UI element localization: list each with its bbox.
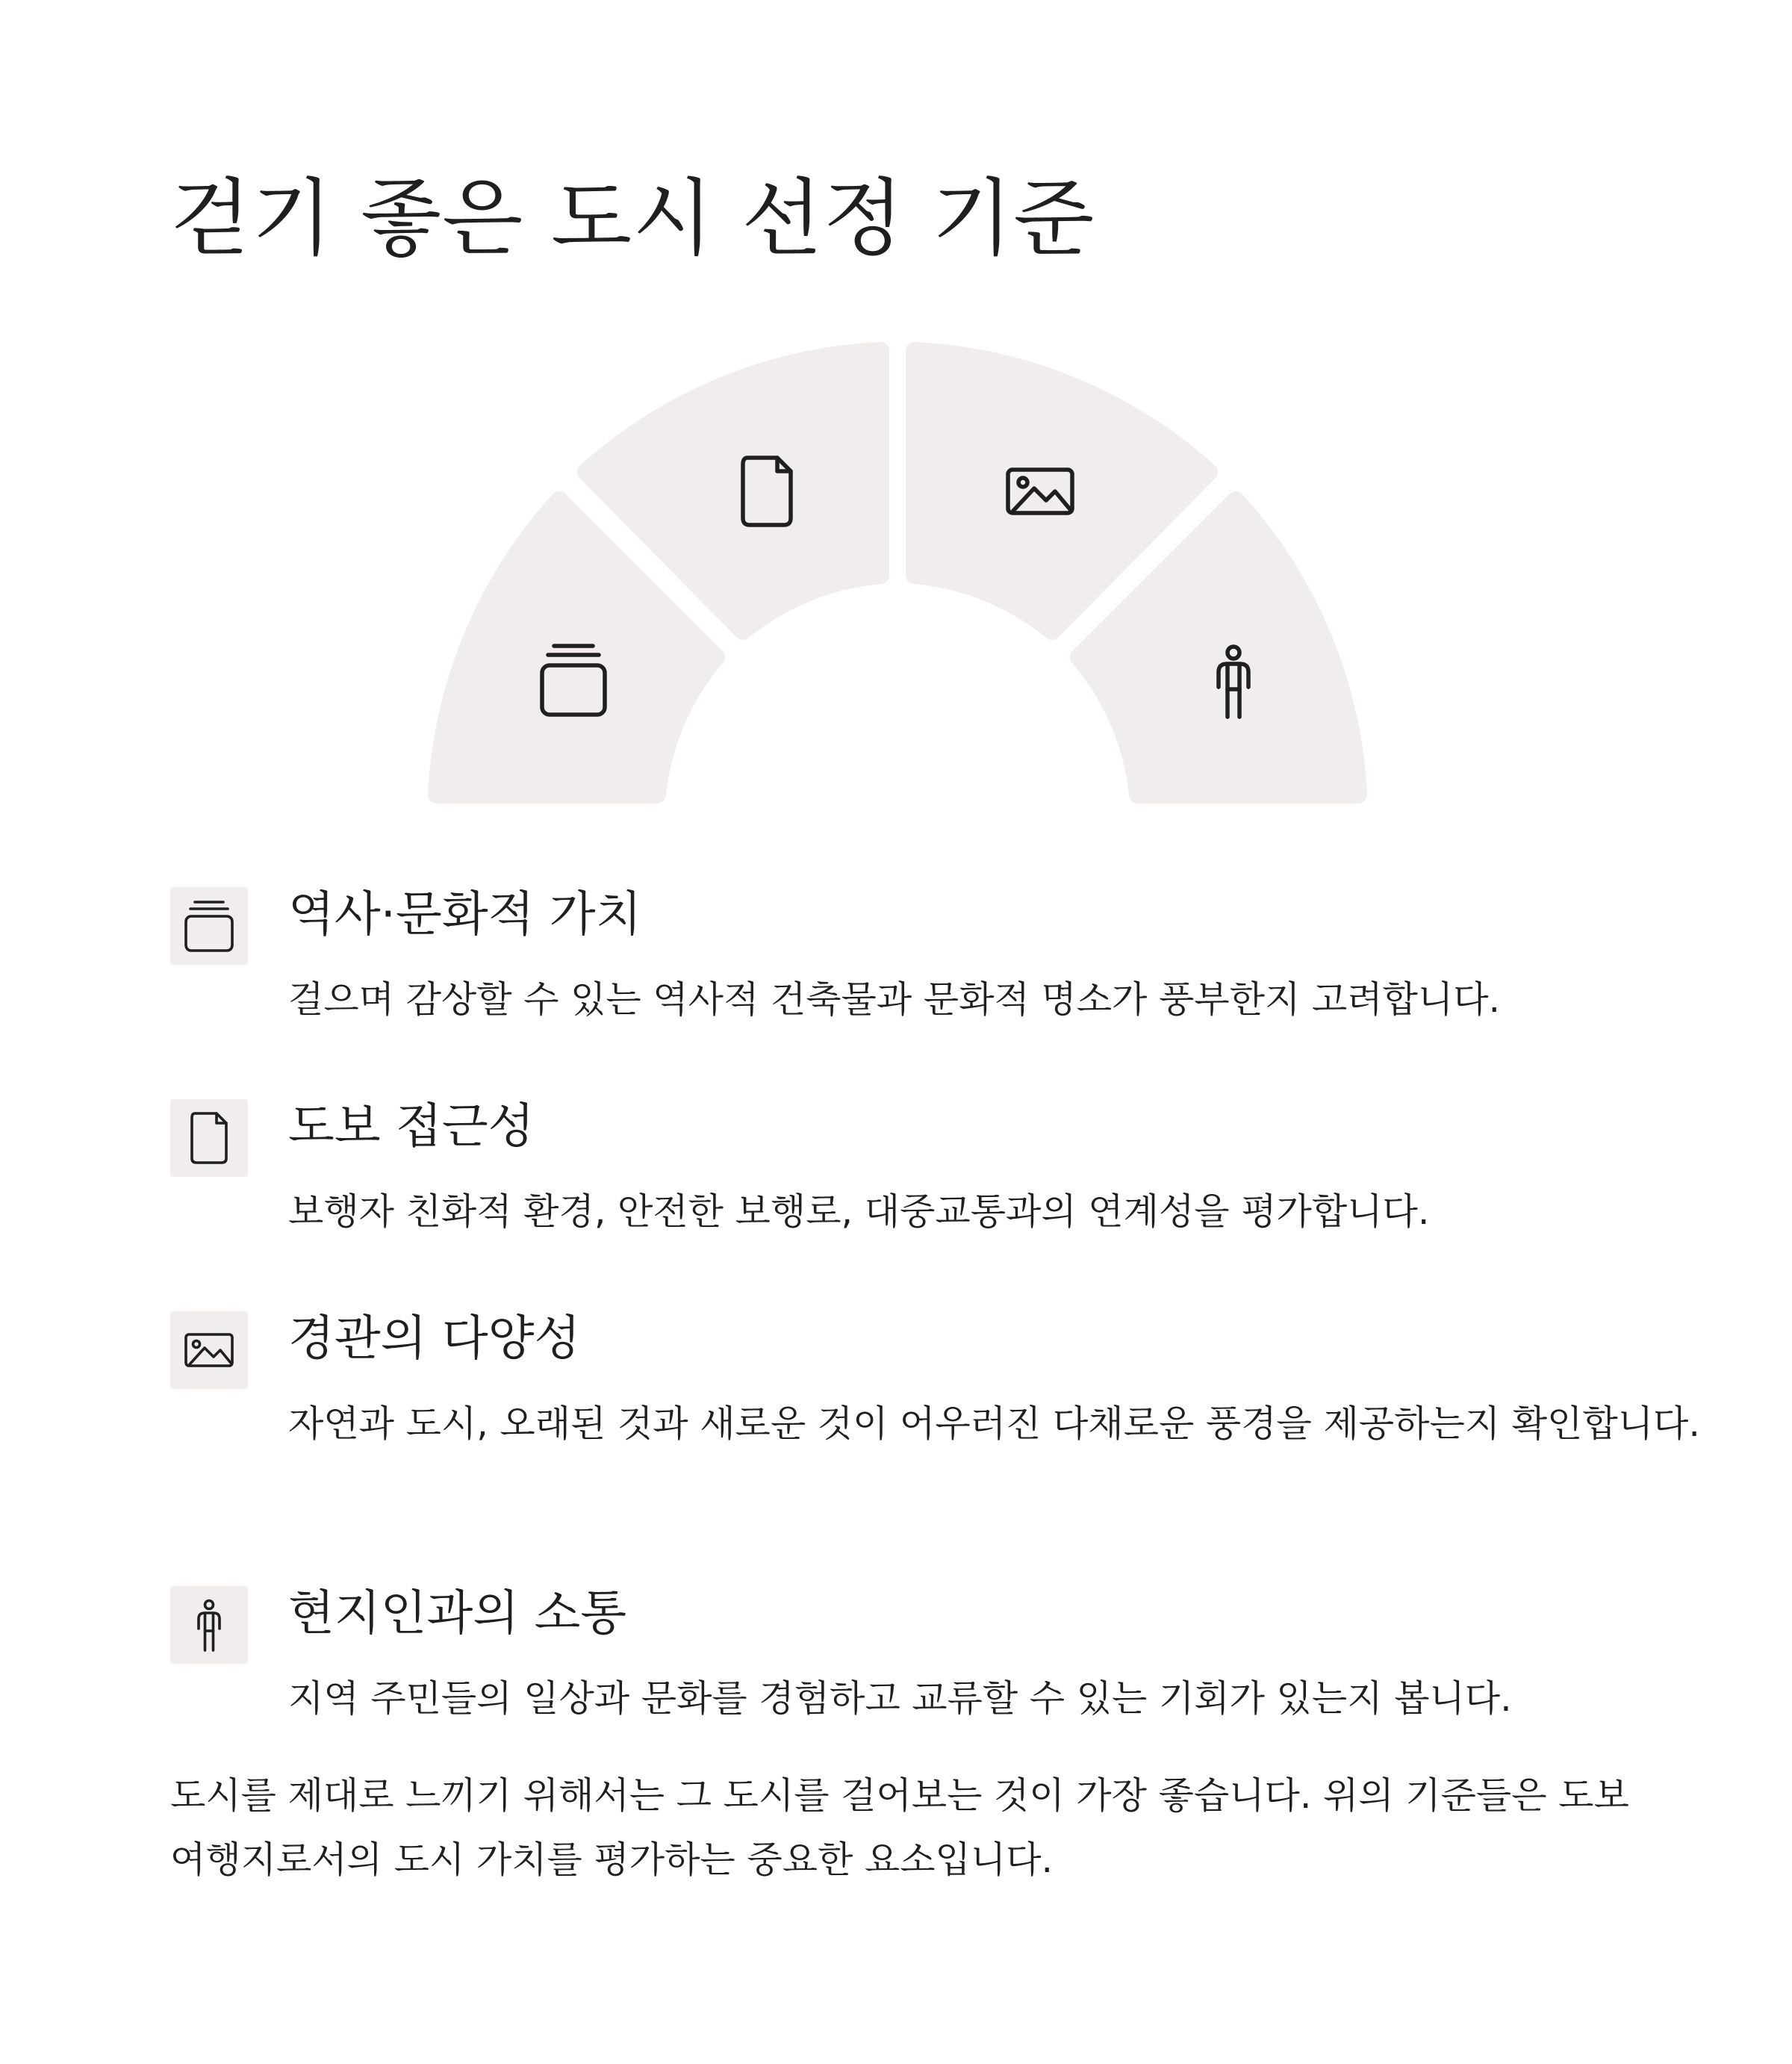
criterion-description: 걸으며 감상할 수 있는 역사적 건축물과 문화적 명소가 풍부한지 고려합니다.: [288, 978, 1501, 1021]
criterion-title: 현지인과의 소통: [288, 1586, 627, 1641]
semicircle-diagram: [0, 0, 1792, 821]
footer-text: 도시를 제대로 느끼기 위해서는 그 도시를 걸어보는 것이 가장 좋습니다. 위의 기준들은 도보 여행지로서의 도시 가치를 평가하는 중요한 요소입니다.: [170, 1774, 1629, 1881]
criterion-description: 지역 주민들의 일상과 문화를 경험하고 교류할 수 있는 기회가 있는지 봅니다.: [288, 1677, 1512, 1720]
cards-stack-icon: [186, 902, 232, 951]
person-icon: [199, 1601, 220, 1651]
criterion-badge: [170, 1099, 248, 1177]
criterion-badge: [170, 1311, 248, 1389]
criterion-title: 경관의 다양성: [288, 1311, 581, 1367]
criterion-title: 역사·문화적 가치: [288, 887, 642, 942]
criterion-description: 자연과 도시, 오래된 것과 새로운 것이 어우러진 다채로운 풍경을 제공하는지 확인합니다.: [288, 1402, 1700, 1445]
page-title: 걷기 좋은 도시 선정 기준: [170, 170, 1095, 267]
document-icon: [192, 1113, 226, 1163]
criterion-badge: [170, 887, 248, 965]
criterion-badge: [170, 1586, 248, 1664]
image-icon: [186, 1334, 232, 1366]
criterion-title: 도보 접근성: [288, 1099, 535, 1154]
criterion-description: 보행자 친화적 환경, 안전한 보행로, 대중교통과의 연계성을 평가합니다.: [288, 1190, 1430, 1233]
